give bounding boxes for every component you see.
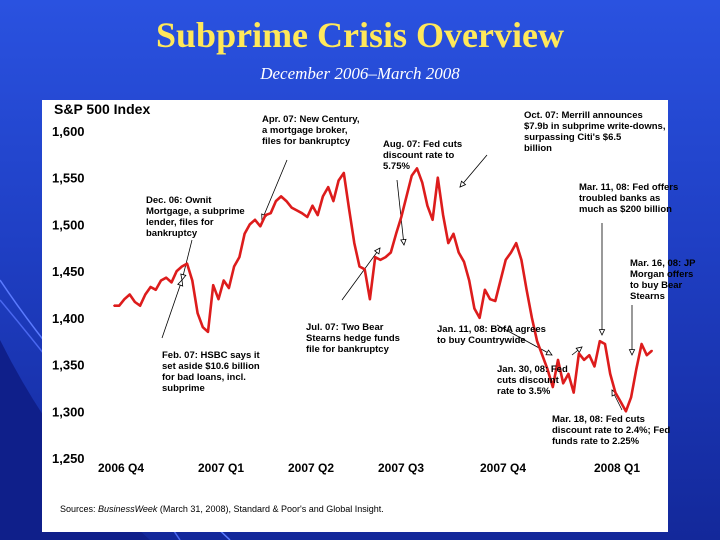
data-point: [202, 326, 204, 328]
data-point: [416, 168, 418, 170]
annotation-line: cuts discount: [497, 375, 559, 386]
data-point: [526, 289, 528, 291]
data-point: [620, 401, 622, 403]
data-point: [212, 284, 214, 286]
source-text: (March 31, 2008), Standard & Poor's and Global Insight.: [157, 504, 384, 514]
source-note: [60, 504, 384, 514]
data-point: [191, 280, 193, 282]
data-point: [155, 289, 157, 291]
data-point: [599, 340, 601, 342]
data-point: [625, 410, 627, 412]
data-point: [604, 343, 606, 345]
data-point: [609, 373, 611, 375]
annotation-line: rate to 3.5%: [497, 386, 551, 397]
data-point: [223, 280, 225, 282]
data-point: [228, 287, 230, 289]
data-point: [286, 200, 288, 202]
data-point: [447, 242, 449, 244]
annotation-leader-line: [162, 280, 182, 338]
annotation-line: files for bankruptcy: [262, 136, 351, 147]
data-point: [536, 340, 538, 342]
annotation-line: bankruptcy: [146, 228, 198, 239]
data-point: [280, 196, 282, 198]
data-point: [651, 350, 653, 352]
y-tick-label: 1,450: [52, 264, 85, 280]
x-tick-label: 2008 Q1: [594, 461, 641, 475]
annotation-leader-line: [262, 160, 287, 220]
data-point: [468, 280, 470, 282]
chart-annotation: [162, 350, 261, 394]
data-point: [139, 305, 141, 307]
data-point: [458, 252, 460, 254]
data-point: [353, 242, 355, 244]
data-point: [343, 172, 345, 174]
data-point: [552, 386, 554, 388]
data-point: [515, 242, 517, 244]
annotation-line: Stearns: [630, 291, 665, 302]
data-point: [270, 212, 272, 214]
annotation-line: to buy Bear: [630, 280, 683, 291]
annotation-line: Stearns hedge funds: [306, 333, 400, 344]
data-point: [359, 266, 361, 268]
annotation-line: for bad loans, incl.: [162, 372, 246, 383]
data-point: [364, 268, 366, 270]
data-point: [484, 289, 486, 291]
data-point: [312, 205, 314, 207]
annotation-arrowhead: [629, 350, 634, 355]
data-point: [134, 301, 136, 303]
data-point: [390, 252, 392, 254]
annotation-arrowhead: [576, 347, 582, 352]
annotation-line: billion: [524, 143, 552, 154]
data-point: [635, 368, 637, 370]
data-point: [144, 294, 146, 296]
data-point: [479, 317, 481, 319]
data-point: [411, 175, 413, 177]
data-point: [296, 210, 298, 212]
data-point: [568, 373, 570, 375]
page-subtitle: December 2006–March 2008: [260, 64, 460, 83]
data-point: [265, 214, 267, 216]
data-point: [521, 259, 523, 261]
annotation-arrowhead: [546, 350, 552, 355]
data-point: [453, 233, 455, 235]
x-tick-label: 2007 Q2: [288, 461, 335, 475]
data-point: [160, 280, 162, 282]
data-point: [348, 208, 350, 210]
data-point: [239, 256, 241, 258]
data-point: [385, 256, 387, 258]
annotation-arrowhead: [599, 330, 604, 335]
chart-annotation: [146, 195, 245, 239]
data-point: [171, 282, 173, 284]
annotation-line: Mar. 11, 08: Fed offers: [579, 182, 679, 193]
annotation-arrowhead: [375, 248, 380, 254]
data-point: [233, 266, 235, 268]
annotation-line: file for bankruptcy: [306, 344, 389, 355]
data-point: [500, 280, 502, 282]
data-point: [442, 214, 444, 216]
data-point: [474, 308, 476, 310]
data-point: [583, 359, 585, 361]
data-point: [494, 300, 496, 302]
y-tick-label: 1,300: [52, 404, 85, 420]
y-tick-label: 1,500: [52, 217, 85, 233]
annotation-leader-line: [460, 155, 487, 187]
annotation-line: Apr. 07: New Century,: [262, 114, 360, 125]
annotation-line: Dec. 06: Ownit: [146, 195, 212, 206]
data-point: [118, 305, 120, 307]
data-point: [165, 277, 167, 279]
data-point: [588, 354, 590, 356]
data-point: [369, 298, 371, 300]
annotation-arrowhead: [178, 280, 183, 286]
data-point: [197, 312, 199, 314]
data-point: [505, 259, 507, 261]
data-point: [615, 392, 617, 394]
data-point: [510, 252, 512, 254]
annotation-line: Mortgage, a subprime: [146, 206, 245, 217]
annotation-line: a mortgage broker,: [262, 125, 348, 136]
annotation-line: discount rate to 2.4%; Fed: [552, 425, 671, 436]
data-point: [129, 294, 131, 296]
data-point: [181, 266, 183, 268]
annotation-line: 5.75%: [383, 161, 410, 172]
annotation-line: to buy Countrywide: [437, 335, 526, 346]
source-label: Sources:: [60, 504, 96, 514]
data-point: [489, 298, 491, 300]
data-point: [432, 219, 434, 221]
data-point: [317, 214, 319, 216]
chart-annotation: [552, 414, 670, 447]
data-point: [395, 233, 397, 235]
annotation-line: Jan. 30, 08: Fed: [497, 364, 568, 375]
annotation-line: troubled banks as: [579, 193, 661, 204]
data-point: [380, 259, 382, 261]
data-point: [463, 261, 465, 263]
chart-annotation: [524, 110, 665, 154]
data-point: [630, 396, 632, 398]
data-point: [578, 353, 580, 355]
data-point: [646, 354, 648, 356]
data-point: [641, 343, 643, 345]
x-tick-label: 2007 Q3: [378, 461, 425, 475]
annotation-arrowhead: [401, 239, 406, 245]
annotation-line: set aside $10.6 billion: [162, 361, 260, 372]
chart-panel: [42, 100, 696, 532]
source-publication: BusinessWeek: [98, 504, 158, 514]
data-point: [186, 263, 188, 265]
annotation-line: lender, files for: [146, 217, 214, 228]
y-tick-label: 1,250: [52, 451, 85, 466]
data-point: [124, 298, 126, 300]
annotation-line: much as $200 billion: [579, 204, 672, 215]
data-point: [427, 205, 429, 207]
data-point: [541, 354, 543, 356]
y-tick-label: 1,400: [52, 310, 85, 326]
data-point: [259, 225, 261, 227]
annotation-line: discount rate to: [383, 150, 455, 161]
data-point: [400, 216, 402, 218]
data-point: [275, 200, 277, 202]
data-point: [322, 196, 324, 198]
chart-annotation: [497, 364, 568, 397]
annotation-line: Jan. 11, 08: BofA agrees: [437, 324, 546, 335]
data-point: [573, 392, 575, 394]
annotation-line: Mar. 16, 08: JP: [630, 258, 696, 269]
data-point: [249, 224, 251, 226]
data-point: [306, 216, 308, 218]
annotation-line: surpassing Citi's $6.5: [524, 132, 622, 143]
chart-annotation: [383, 139, 462, 172]
x-tick-label: 2007 Q1: [198, 461, 245, 475]
annotation-line: Oct. 07: Merrill announces: [524, 110, 643, 121]
annotation-line: $7.9b in subprime write-downs,: [524, 121, 666, 132]
data-point: [333, 200, 335, 202]
x-tick-label: 2007 Q4: [480, 461, 527, 475]
page-title: Subprime Crisis Overview: [156, 15, 564, 55]
sp500-line-chart: [42, 100, 696, 532]
data-point: [150, 286, 152, 288]
annotation-line: Jul. 07: Two Bear: [306, 322, 384, 333]
data-point: [207, 331, 209, 333]
annotation-line: Aug. 07: Fed cuts: [383, 139, 463, 150]
data-point: [531, 317, 533, 319]
chart-annotation: [579, 182, 678, 215]
data-point: [176, 270, 178, 272]
data-point: [594, 366, 596, 368]
data-point: [254, 219, 256, 221]
data-point: [244, 233, 246, 235]
y-tick-label: 1,350: [52, 357, 85, 373]
data-point: [327, 186, 329, 188]
y-axis-title: S&P 500 Index: [54, 101, 151, 117]
data-point: [421, 182, 423, 184]
data-point: [218, 298, 220, 300]
data-point: [338, 180, 340, 182]
annotation-line: Feb. 07: HSBC says it: [162, 350, 260, 361]
chart-annotation: [306, 322, 400, 355]
x-tick-label: 2006 Q4: [98, 461, 145, 475]
chart-annotation: [262, 114, 360, 147]
data-point: [562, 382, 564, 384]
annotation-line: funds rate to 2.25%: [552, 436, 640, 447]
data-point: [301, 212, 303, 214]
data-point: [437, 177, 439, 179]
y-tick-label: 1,600: [52, 124, 85, 139]
data-point: [291, 207, 293, 209]
data-point: [113, 305, 115, 307]
y-tick-label: 1,550: [52, 170, 85, 186]
data-point: [374, 256, 376, 258]
annotation-arrowhead: [181, 274, 186, 280]
annotation-line: subprime: [162, 383, 205, 394]
annotation-line: Mar. 18, 08: Fed cuts: [552, 414, 645, 425]
data-point: [557, 359, 559, 361]
annotation-line: Morgan offers: [630, 269, 694, 280]
data-point: [406, 196, 408, 198]
